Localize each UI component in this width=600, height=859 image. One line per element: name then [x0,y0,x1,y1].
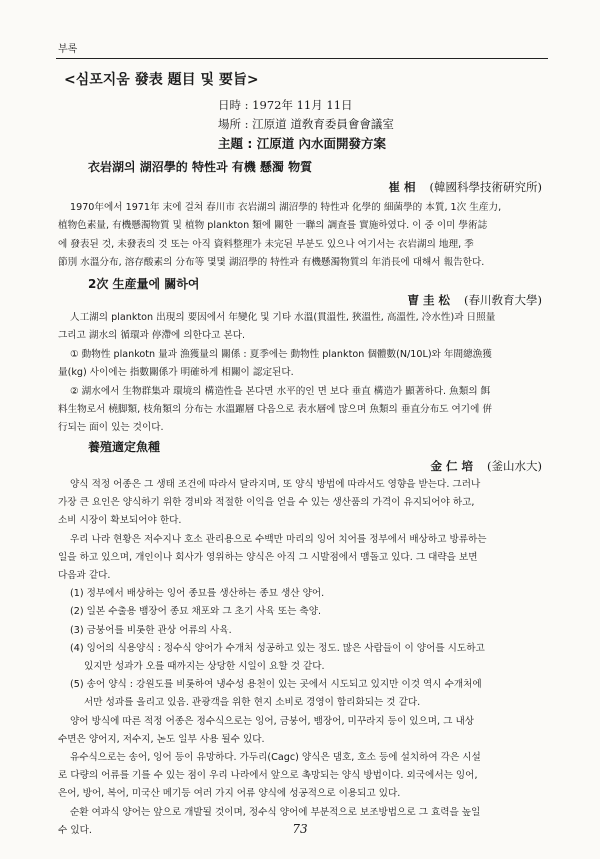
header-tag: 부록 [58,44,78,55]
body-line: 量(kg) 사이에는 指數關係가 明確하게 相關이 認定된다. [58,367,294,379]
body-line: 行되는 面이 있는 것이다. [58,422,164,434]
meeting-date: 日時 : 1972年 11月 11日 [218,98,353,112]
article-body [58,309,544,438]
body-line: 料生物로서 橈脚類, 枝角類의 分布는 水溫躍層 다음으로 表水層에 많으며 魚類의 垂直分布도 여기에 倂 [58,404,492,416]
body-line: 에 發表된 것, 未發表의 것 또는 아직 資料整理가 未完된 부분도 있으나 여기서는 衣岩湖의 地理, 季 [58,238,474,250]
body-line: 節別 水溫分布, 溶存酸素의 分布等 몇몇 湖沼學的 特性과 有機懸濁物質의 年消長에 대해서 報告한다. [58,257,485,269]
body-line: (4) 잉어의 식용양식 : 정수식 양어가 수개처 성공하고 있는 정도. 많은 사람들이 이 양어를 시도하고 [70,642,485,654]
author-affiliation: (春川敎育大學) [464,293,542,307]
page-number: 73 [292,822,308,836]
body-line: 양식 적정 어종은 그 생태 조건에 따라서 달라지며, 또 양식 방법에 따라서도 영향을 받는다. 그러나 [70,479,481,490]
body-line: 순환 여과식 양어는 앞으로 개발될 것이며, 정수식 양어에 부분적으로 보조방법으로 그 효력을 높일 [70,806,481,818]
body-line: 로 다량의 어류를 기를 수 있는 점이 우리 나라에서 앞으로 촉망되는 양식 방법이다. 외국에서는 잉어, [58,770,478,782]
article-title: 2次 生産量에 關하여 [88,277,200,291]
body-line: 은어, 방어, 복어, 미국산 메기등 여러 가지 어류 양식에 성공적으로 이용되고 있다. [58,788,401,800]
author-name: 曺 圭 松 [407,293,451,307]
body-line: 있지만 성과가 오를 때까지는 상당한 시일이 요할 것 같다. [84,661,325,673]
body-line: 다음과 같다. [58,570,111,582]
author-name: 金 仁 培 [430,459,474,473]
body-line: ② 湖水에서 生物群集과 環境의 構造性을 본다면 水平的인 면 보다 垂直 構造가 顯著하다. 魚類의 餌 [70,385,491,397]
header-rule [56,58,548,59]
meeting-place: 場所 : 江原道 道敎育委員會會議室 [218,117,394,131]
section-title: <심포지움 發表 題目 및 要旨> [64,72,259,88]
body-line: 人工湖의 plankton 出現의 要因에서 年變化 및 기타 水溫(貫溫性, 狹溫性, 高溫性, 冷水性)과 日照量 [70,312,496,323]
article-title: 養殖適定魚種 [88,440,161,454]
article-body [58,199,544,273]
body-line: 植物色素量, 有機懸濁物質 및 植物 plankton 類에 關한 一聯의 調査를 實施하였다. 이 중 이미 學術誌 [58,220,488,232]
author-affiliation: (韓國科學技術硏究所) [429,180,542,194]
body-line: 유수식으로는 송어, 잉어 등이 유망하다. 가두리(Cagc) 양식은 댐호, 호소 등에 설치하여 각은 시설 [70,752,481,764]
body-line: ① 動物性 plankotn 量과 漁獲量의 關係 : 夏季에는 動物性 plankton 個體數(N/10L)와 年間總漁獲 [70,348,492,360]
body-line: 서만 성과를 올리고 있음. 관광객을 위한 현지 소비로 경영이 합리화되는 것 같다. [84,697,421,709]
body-line: (5) 송어 양식 : 강원도를 비롯하여 냉수성 용천이 있는 곳에서 시도되고 있지만 이것 역시 수개처에 [70,679,482,691]
body-line: 양어 방식에 따른 적정 어종은 정수식으로는 잉어, 금붕어, 뱀장어, 미꾸라지 등이 있으며, 그 내상 [70,715,475,727]
body-line: 그리고 湖水의 循環과 停滯에 의한다고 본다. [58,330,246,342]
body-line: 우리 나라 현황은 저수지나 호소 관리용으로 수백만 마리의 잉어 치어를 정부에서 배상하고 방류하는 [70,533,487,545]
article-author [431,458,543,474]
body-line: (3) 금붕어를 비롯한 관상 어류의 사육. [70,624,232,636]
body-line: 수면은 양어지, 저수지, 논도 일부 사용 될수 있다. [58,733,265,745]
body-line: (1) 정부에서 배상하는 잉어 종묘를 생산하는 종묘 생산 양어. [70,588,325,600]
body-line: 소비 시장이 확보되어야 한다. [58,515,182,527]
article-author [389,179,543,195]
body-line: 1970年에서 1971年 末에 걸쳐 春川市 衣岩湖의 湖沼學的 特性과 化學的 細菌學的 本質, 1次 生産力, [70,202,502,213]
article-body [58,476,544,840]
body-line: (2) 일본 수출용 뱀장어 종묘 채포와 그 초기 사육 또는 축양. [70,606,322,618]
body-line: 가장 큰 요인은 양식하기 위한 경비와 적절한 이익을 얻을 수 있는 생산품의 가격이 유지되어야 하고, [58,497,475,509]
article-title: 衣岩湖의 湖沼學的 特性과 有機 懸濁 物質 [88,160,313,174]
meeting-theme: 主題 : 江原道 內水面開發方案 [218,136,387,151]
body-line: 수 있다. [58,824,92,836]
author-name: 崔 相 [388,180,416,194]
article-author [408,292,543,308]
author-affiliation: (釜山水大) [487,459,542,473]
body-line: 일을 하고 있으며, 개인이나 회사가 영위하는 양식은 아직 그 시발점에서 맴돌고 있다. 그 대략을 보면 [58,551,478,563]
